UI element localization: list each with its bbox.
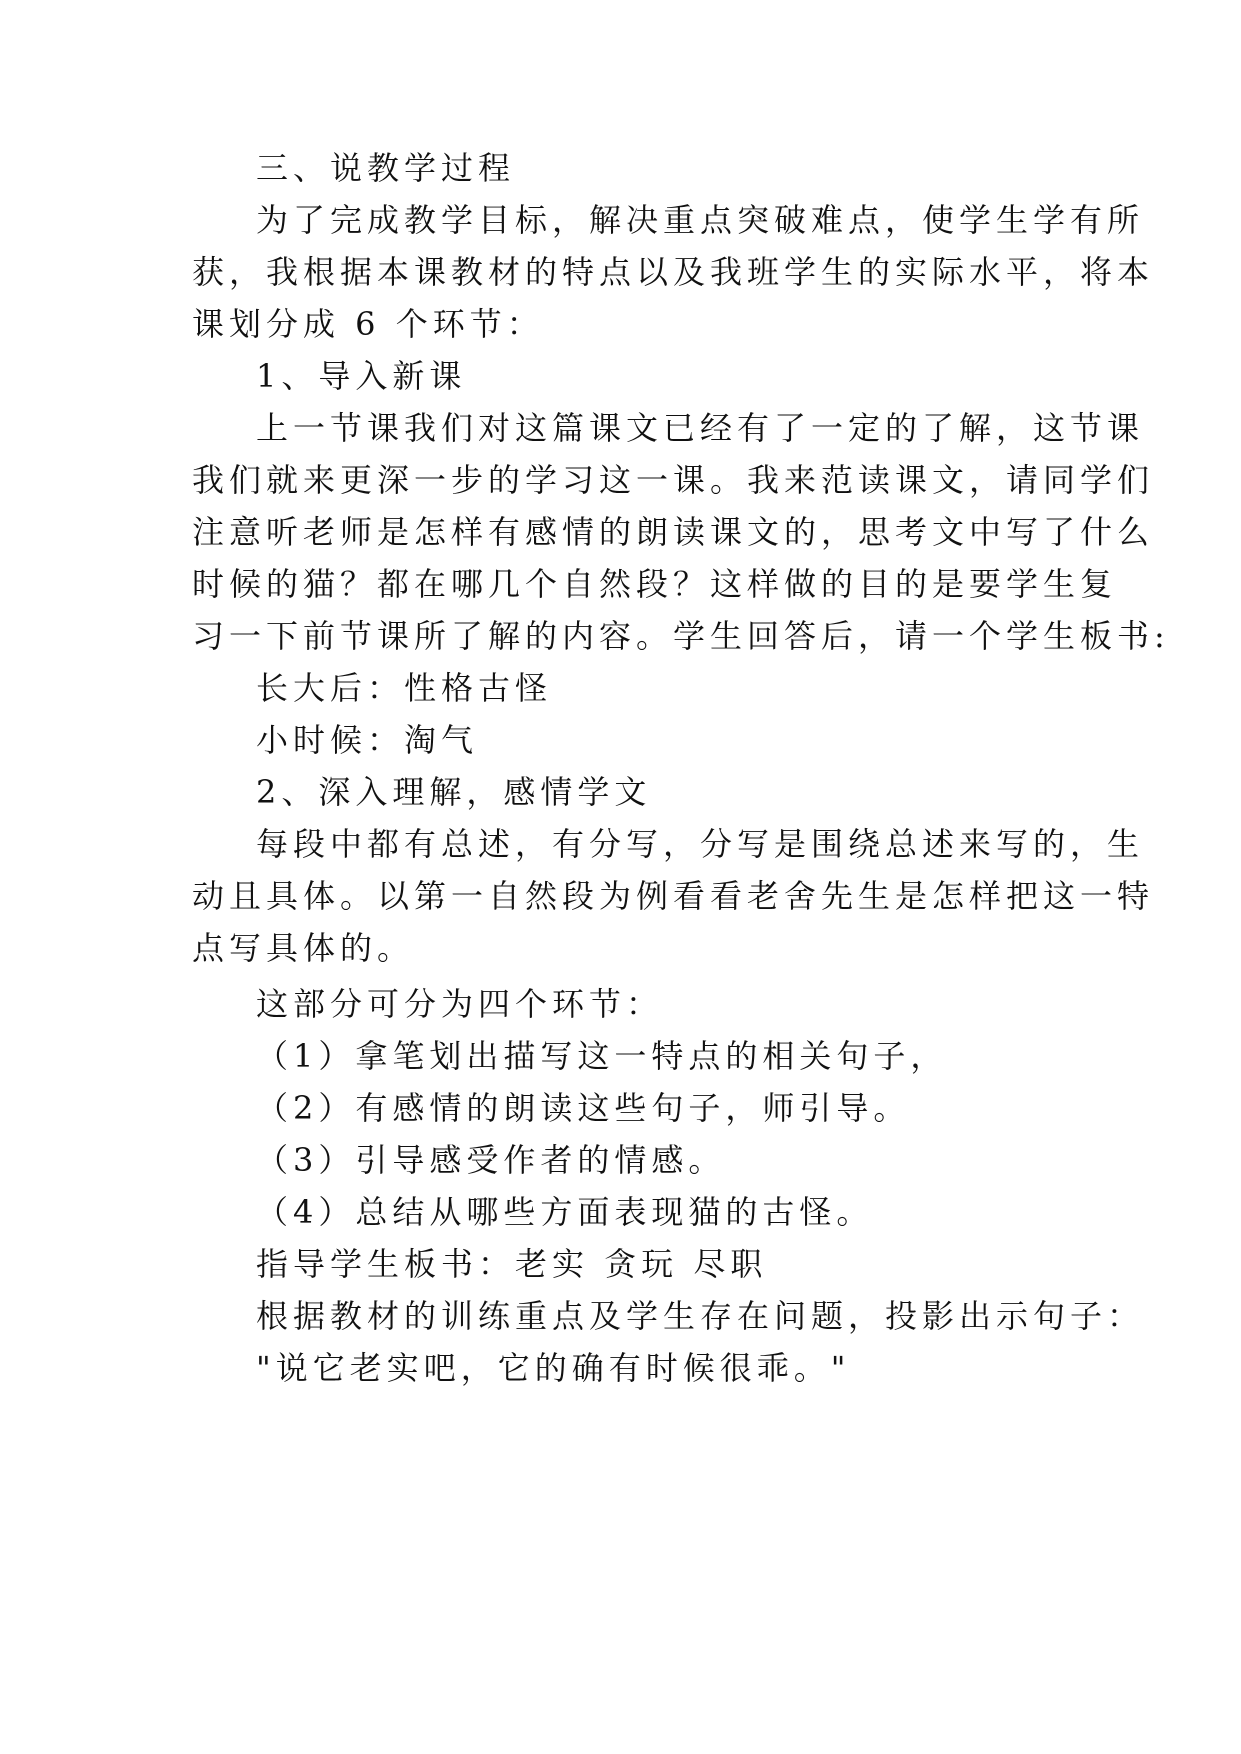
board-note-line: 长大后：性格古怪 <box>256 669 553 707</box>
paragraph-line: 为了完成教学目标，解决重点突破难点，使学生学有所 <box>256 201 1145 239</box>
paragraph-line: 习一下前节课所了解的内容。学生回答后，请一个学生板书: <box>192 617 1170 655</box>
paragraph-line: 我们就来更深一步的学习这一课。我来范读课文，请同学们 <box>192 461 1155 499</box>
list-item: （3）引导感受作者的情感。 <box>256 1141 726 1179</box>
section-heading: 三、说教学过程 <box>256 149 516 187</box>
board-note-line: 小时候：淘气 <box>256 721 479 759</box>
paragraph-line: 动且具体。以第一自然段为例看看老舍先生是怎样把这一特 <box>192 877 1155 915</box>
paragraph-line: 注意听老师是怎样有感情的朗读课文的，思考文中写了什么 <box>192 513 1155 551</box>
subsection-heading: 1、导入新课 <box>256 357 467 395</box>
paragraph-line: 点写具体的。 <box>192 929 415 967</box>
paragraph-line: 每段中都有总述，有分写，分写是围绕总述来写的，生 <box>256 825 1145 863</box>
quote-line: "说它老实吧，它的确有时候很乖。" <box>256 1349 851 1387</box>
list-item: （2）有感情的朗读这些句子，师引导。 <box>256 1089 911 1127</box>
paragraph-line: 获，我根据本课教材的特点以及我班学生的实际水平，将本 <box>192 253 1155 291</box>
paragraph-line: 时候的猫？都在哪几个自然段？这样做的目的是要学生复 <box>192 565 1118 603</box>
subsection-heading: 2、深入理解，感情学文 <box>256 773 652 811</box>
list-item: （1）拿笔划出描写这一特点的相关句子， <box>256 1037 948 1075</box>
paragraph-line: 课划分成 6 个环节： <box>192 305 544 343</box>
paragraph-line: 指导学生板书：老实 贪玩 尽职 <box>256 1245 768 1283</box>
paragraph-line: 根据教材的训练重点及学生存在问题，投影出示句子： <box>256 1297 1145 1335</box>
paragraph-line: 这部分可分为四个环节： <box>256 985 664 1023</box>
paragraph-line: 上一节课我们对这篇课文已经有了一定的了解，这节课 <box>256 409 1145 447</box>
list-item: （4）总结从哪些方面表现猫的古怪。 <box>256 1193 874 1231</box>
